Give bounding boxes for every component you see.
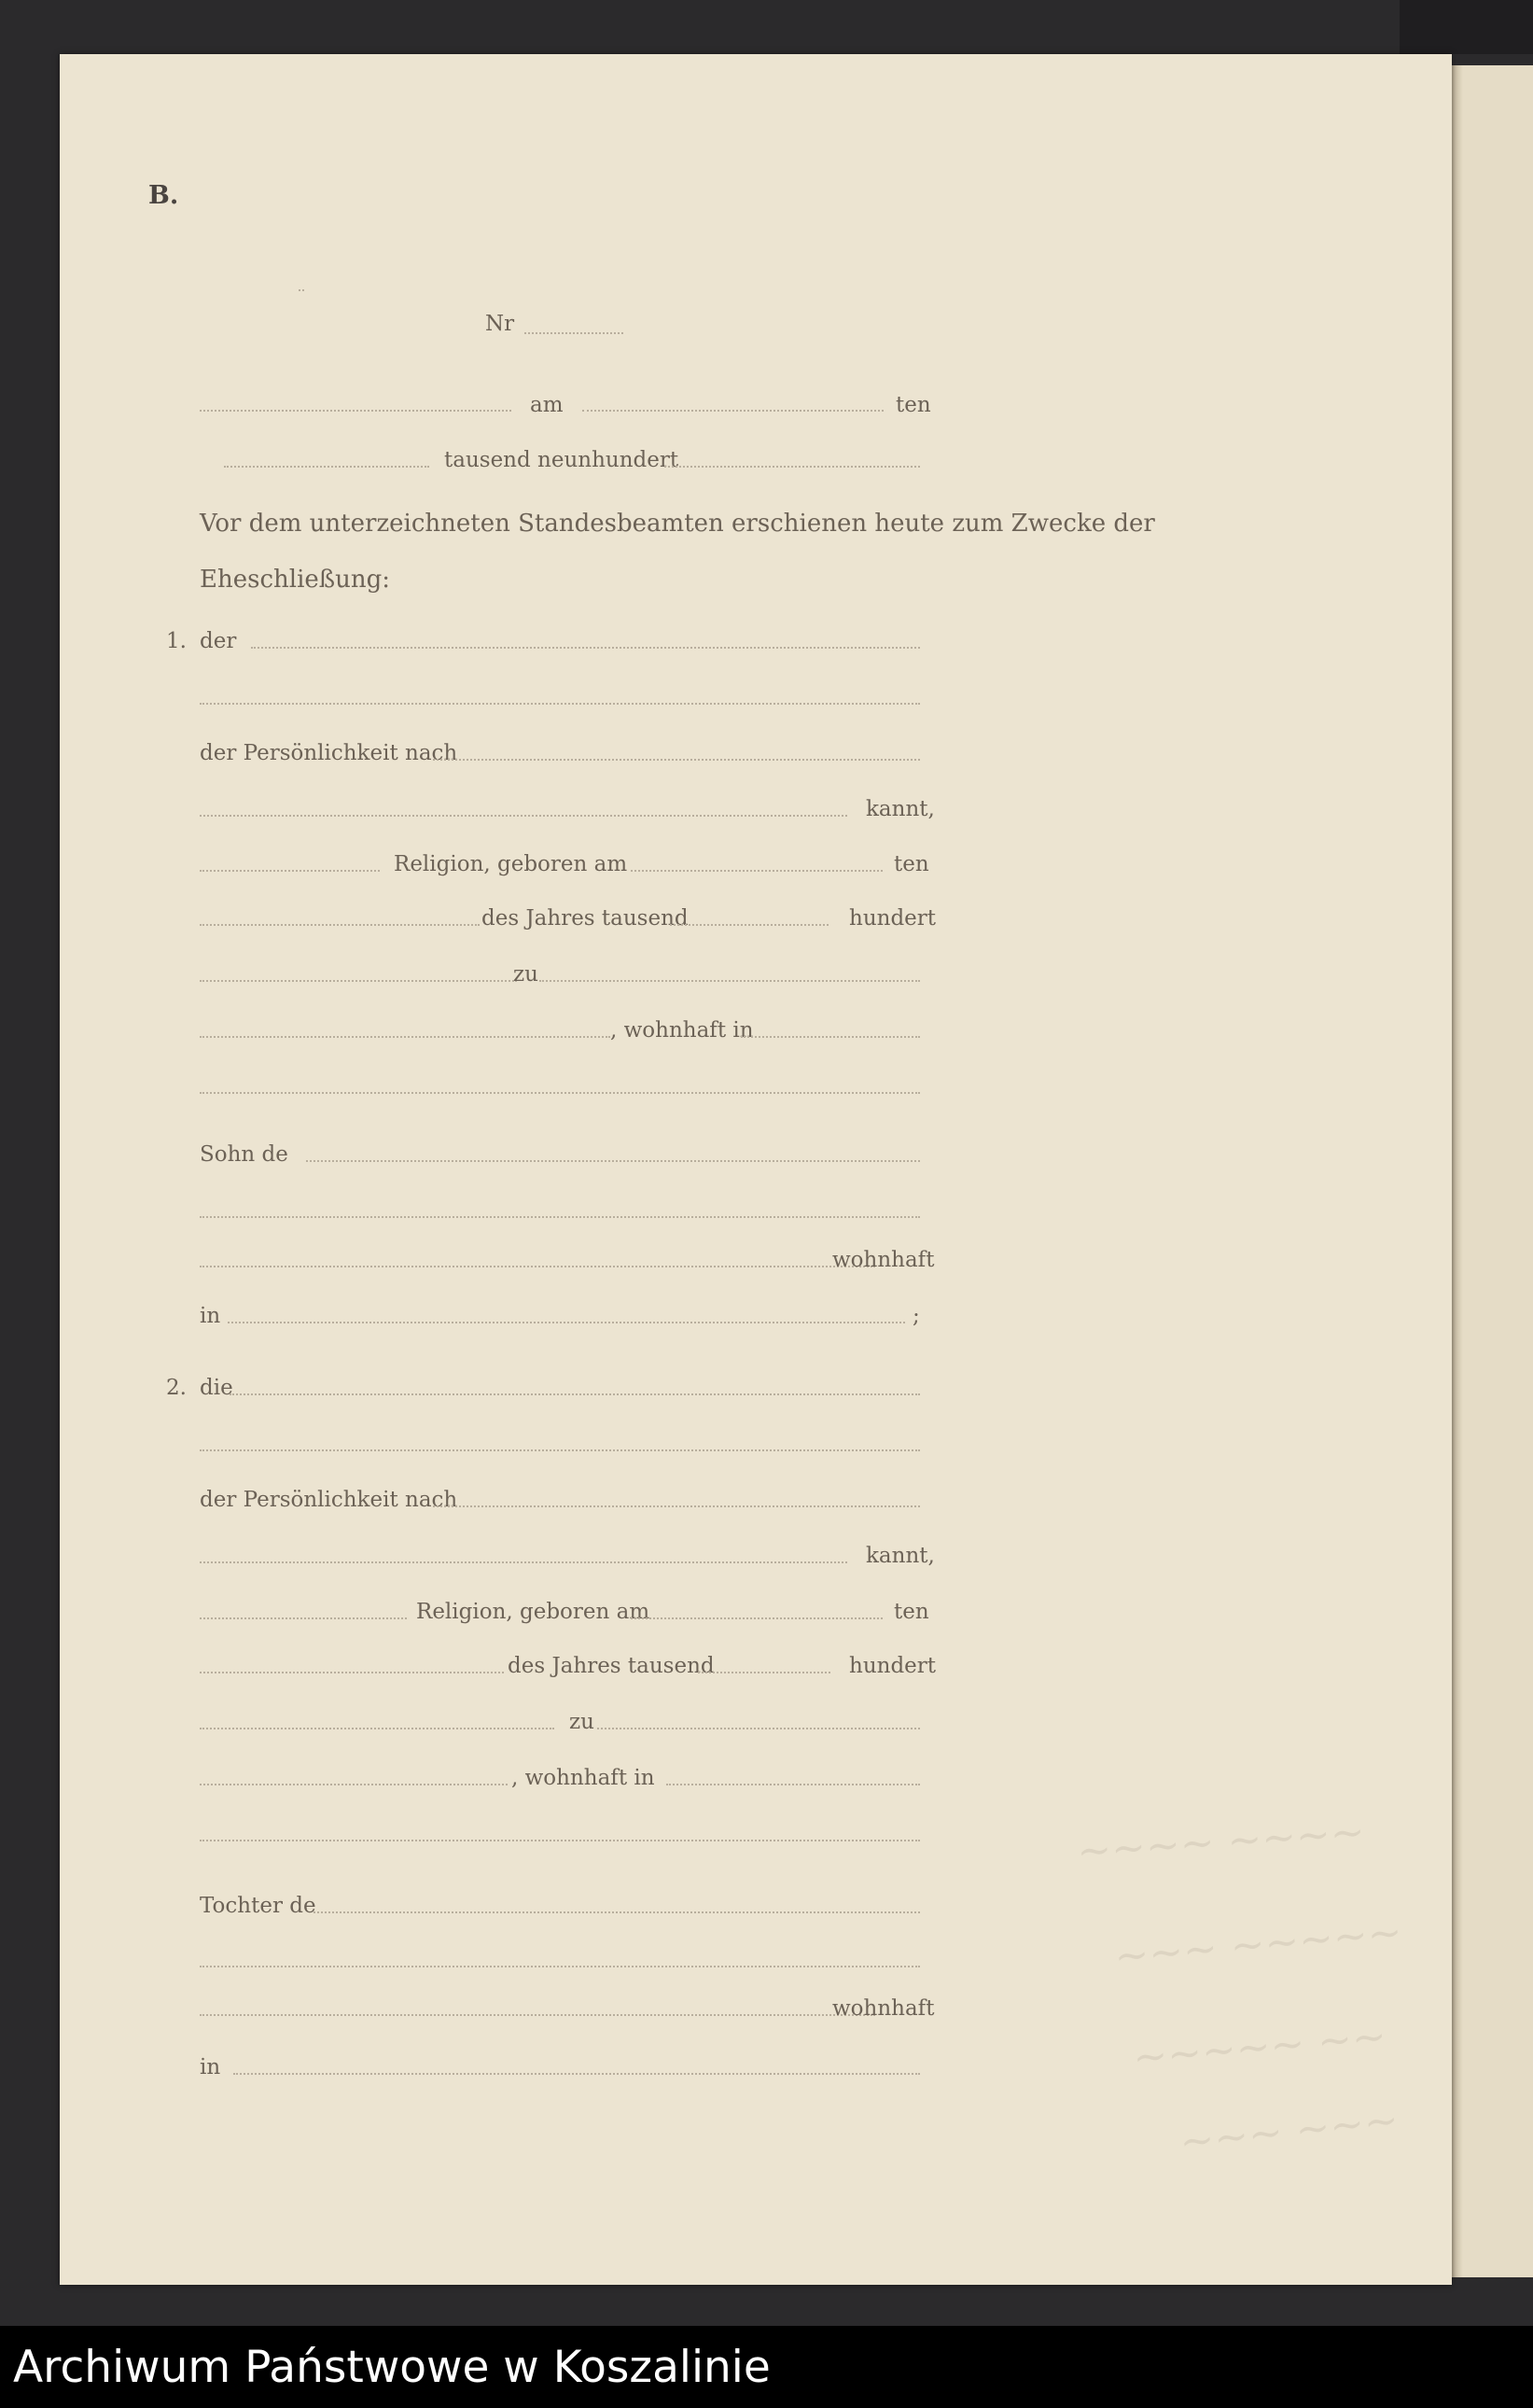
person-2-residence-field-2[interactable] xyxy=(200,1840,920,1841)
person-1-number: 1. xyxy=(166,629,187,653)
person-2-wohnhaft-in-label: , wohnhaft in xyxy=(511,1766,655,1790)
archive-footer-text: Archiwum Państwowe w Koszalinie xyxy=(13,2342,771,2393)
person-2-in-label: in xyxy=(200,2055,221,2079)
person-2-tochter-label: Tochter de xyxy=(200,1894,316,1918)
person-2-name-field-2[interactable] xyxy=(200,1449,920,1451)
person-2-parents-field[interactable] xyxy=(314,1911,920,1913)
person-2-parents-field-2[interactable] xyxy=(200,1966,920,1967)
person-1-semicolon: ; xyxy=(913,1304,920,1328)
month-field[interactable] xyxy=(224,466,429,468)
person-1-hundert-label: hundert xyxy=(849,906,937,931)
person-1-residence-field[interactable] xyxy=(741,1036,920,1038)
person-1-der-label: der xyxy=(200,629,237,653)
person-1-month-field[interactable] xyxy=(200,924,480,926)
page-gutter-shadow xyxy=(1452,65,1463,2277)
person-2-birthplace-field[interactable] xyxy=(597,1728,920,1729)
person-2-year-field[interactable] xyxy=(698,1672,830,1673)
person-2-religion-label: Religion, geboren am xyxy=(416,1600,650,1624)
person-2-ten-label: ten xyxy=(894,1600,929,1624)
tausend-neunhundert-label: tausend neunhundert xyxy=(444,448,679,472)
person-1-persoenlichkeit-label: der Persönlichkeit nach xyxy=(200,741,458,765)
person-2-number: 2. xyxy=(166,1376,187,1400)
person-2-religion-field[interactable] xyxy=(200,1617,407,1619)
date-day-field[interactable] xyxy=(582,410,884,412)
person-1-in-label: in xyxy=(200,1304,221,1328)
person-2-persoenlichkeit-field[interactable] xyxy=(433,1505,920,1507)
person-1-parents-field[interactable] xyxy=(306,1160,920,1162)
person-1-jahres-label: des Jahres tausend xyxy=(481,906,689,931)
year-field[interactable] xyxy=(664,466,920,468)
document-page xyxy=(60,54,1452,2285)
person-1-kannt-label: kannt, xyxy=(866,797,935,821)
person-1-kannt-field[interactable] xyxy=(200,815,847,817)
bleed-through-handwriting: ~~~~ ~~~~ xyxy=(1075,1808,1367,1876)
am-label: am xyxy=(530,393,564,417)
person-1-religion-field[interactable] xyxy=(200,870,380,872)
person-2-residence-field[interactable] xyxy=(666,1784,920,1785)
person-1-zu-label: zu xyxy=(513,962,538,987)
bleed-through-handwriting: ~~~ ~~~~~ xyxy=(1112,1908,1404,1981)
person-1-birthplace-field-2[interactable] xyxy=(200,1036,610,1038)
person-2-hundert-label: hundert xyxy=(849,1654,937,1678)
person-2-year-cont-field[interactable] xyxy=(200,1728,554,1729)
place-field[interactable] xyxy=(200,410,511,412)
person-1-sohn-label: Sohn de xyxy=(200,1142,288,1167)
binding-edge xyxy=(1400,0,1533,54)
person-2-month-field[interactable] xyxy=(200,1672,504,1673)
adjacent-page xyxy=(1452,65,1533,2277)
person-1-name-field[interactable] xyxy=(251,647,920,649)
person-2-parents-field-3[interactable] xyxy=(200,2014,875,2016)
person-2-name-field[interactable] xyxy=(230,1393,920,1395)
person-1-birthdate-field[interactable] xyxy=(631,870,883,872)
person-2-wohnhaft-label: wohnhaft xyxy=(832,1996,935,2021)
person-1-name-field-2[interactable] xyxy=(200,703,920,705)
person-2-birthdate-field[interactable] xyxy=(631,1617,883,1619)
person-1-year-cont-field[interactable] xyxy=(200,980,517,982)
ten-label: ten xyxy=(896,393,931,417)
section-label: B. xyxy=(148,181,179,210)
intro-line-2: Eheschließung: xyxy=(200,566,391,594)
person-2-kannt-label: kannt, xyxy=(866,1544,935,1568)
person-2-die-label: die xyxy=(200,1376,233,1400)
person-2-jahres-label: des Jahres tausend xyxy=(508,1654,715,1678)
person-1-wohnhaft-label: wohnhaft xyxy=(832,1248,935,1272)
person-1-parents-field-3[interactable] xyxy=(200,1266,875,1267)
stray-mark xyxy=(299,289,304,291)
intro-line-1: Vor dem unterzeichneten Standesbeamten erschienen heute zum Zwecke der xyxy=(200,510,1155,538)
person-2-birthplace-field-2[interactable] xyxy=(200,1784,508,1785)
person-1-wohnhaft-in-label: , wohnhaft in xyxy=(610,1018,754,1043)
person-1-year-field[interactable] xyxy=(670,924,829,926)
person-1-ten-label: ten xyxy=(894,852,929,876)
person-1-parents-residence-field[interactable] xyxy=(228,1322,905,1323)
person-2-parents-residence-field[interactable] xyxy=(233,2073,920,2075)
person-1-birthplace-field[interactable] xyxy=(539,980,920,982)
bleed-through-handwriting: ~~~~~ ~~ xyxy=(1131,2012,1388,2082)
person-1-parents-field-2[interactable] xyxy=(200,1216,920,1218)
bleed-through-handwriting: ~~~ ~~~ xyxy=(1177,2095,1401,2167)
person-1-religion-label: Religion, geboren am xyxy=(394,852,628,876)
person-1-persoenlichkeit-field[interactable] xyxy=(433,759,920,761)
person-2-persoenlichkeit-label: der Persönlichkeit nach xyxy=(200,1488,458,1512)
person-1-residence-field-2[interactable] xyxy=(200,1092,920,1094)
nr-field[interactable] xyxy=(524,332,623,334)
person-2-kannt-field[interactable] xyxy=(200,1561,847,1563)
person-2-zu-label: zu xyxy=(569,1710,594,1734)
nr-label: Nr xyxy=(485,312,515,336)
